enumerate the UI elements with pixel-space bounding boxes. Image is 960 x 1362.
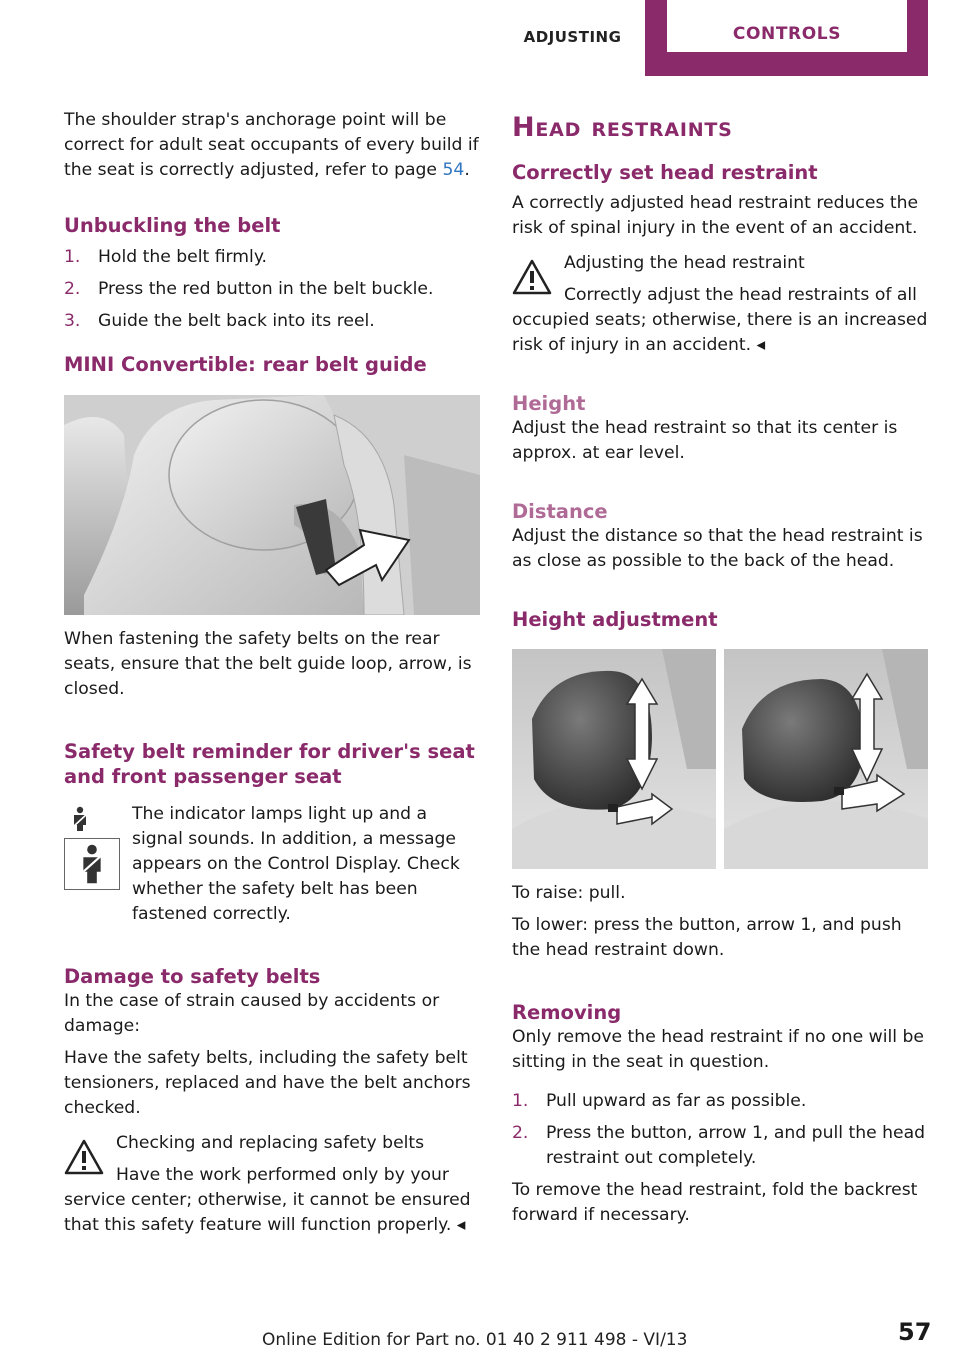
left-column (64, 108, 480, 1238)
seatbelt-warning-lamp-icon (64, 838, 120, 890)
list-item: 2. Press the button, arrow 1, and pull the head restraint out completely. (512, 1123, 926, 1168)
list-item: 3. Guide the belt back into its reel. (64, 311, 375, 331)
removing-text: Only remove the head restraint if no one will be sitting in the seat in question. (512, 1027, 924, 1072)
page-link[interactable]: 54 (442, 160, 465, 180)
convertible-heading: MINI Convertible: rear belt guide (64, 353, 427, 376)
tab-adjusting[interactable]: ADJUSTING (523, 28, 622, 46)
belt-reminder-box (64, 802, 480, 927)
head-restraint-image (512, 649, 928, 869)
intro-text: The shoulder strap's anchorage point will be correct for adult seat occupants of every build if the seat is correctly adjusted, refer to page (64, 110, 479, 180)
warning-title: Adjusting the head restraint (564, 253, 805, 273)
intro-end: . (464, 160, 470, 180)
correct-text: A correctly adjusted head restraint reduces the risk of spinal injury in the event of an accident. (512, 193, 919, 238)
removing-steps (512, 1089, 928, 1171)
belt-warning-box (64, 1131, 480, 1238)
edition-text: Online Edition for Part no. 01 40 2 911 498 - VI/13 (262, 1330, 688, 1350)
rear-belt-guide-image (64, 395, 480, 615)
list-item: 2. Press the red button in the belt buckle. (64, 279, 434, 299)
right-column (512, 108, 928, 1228)
unbuckling-heading: Unbuckling the belt (64, 214, 281, 237)
head-restraint-warning-box (512, 251, 928, 358)
damage-heading: Damage to safety belts (64, 965, 321, 988)
main-heading: Head restraints (512, 112, 733, 143)
head-restraint-illustration (512, 649, 928, 869)
height-text: Adjust the head restraint so that its center is approx. at ear level. (512, 418, 898, 463)
unbuckling-steps (64, 245, 480, 334)
page-number: 57 (898, 1318, 932, 1346)
intro-paragraph (64, 108, 480, 183)
page-footer (0, 1318, 960, 1356)
damage-text-2: Have the safety belts, including the safety belt tensioners, replaced and have the belt anchors checked. (64, 1048, 471, 1118)
height-adjustment-heading: Height adjustment (512, 608, 718, 631)
warning-body: Have the work performed only by your service center; otherwise, it cannot be ensured that this safety feature will function properly. ◂ (64, 1165, 471, 1235)
removing-heading: Removing (512, 1001, 622, 1024)
warning-triangle-icon (512, 259, 552, 295)
tab-controls[interactable]: CONTROLS (667, 0, 907, 52)
convertible-text: When fastening the safety belts on the rear seats, ensure that the belt guide loop, arrow, is closed. (64, 629, 472, 699)
warning-body: Correctly adjust the head restraints of all occupied seats; otherwise, there is an increased risk of injury in an accident. ◂ (512, 285, 928, 355)
warning-triangle-icon (64, 1139, 104, 1175)
distance-heading: Distance (512, 500, 608, 523)
damage-text-1: In the case of strain caused by accidents or damage: (64, 991, 440, 1036)
rear-belt-illustration (64, 395, 480, 615)
seatbelt-indicator-icon (70, 806, 90, 832)
raise-text: To raise: pull. (512, 883, 626, 903)
height-heading: Height (512, 392, 586, 415)
distance-text: Adjust the distance so that the head restraint is as close as possible to the back of the head. (512, 526, 923, 571)
list-item: 1. Hold the belt firmly. (64, 247, 268, 267)
reminder-text: The indicator lamps light up and a signal sounds. In addition, a message appears on the Control Display. Check whether the safety belt has been fastened correctly. (132, 804, 460, 924)
page-header (0, 0, 960, 76)
correct-heading: Correctly set head restraint (512, 161, 818, 184)
tab-controls-frame (645, 0, 928, 76)
list-item: 1. Pull upward as far as possible. (512, 1091, 807, 1111)
lower-text: To lower: press the button, arrow 1, and push the head restraint down. (512, 915, 902, 960)
warning-title: Checking and replacing safety belts (116, 1133, 425, 1153)
removing-end-text: To remove the head restraint, fold the backrest forward if necessary. (512, 1180, 918, 1225)
reminder-heading: Safety belt reminder for driver's seat and front passenger seat (64, 740, 475, 788)
